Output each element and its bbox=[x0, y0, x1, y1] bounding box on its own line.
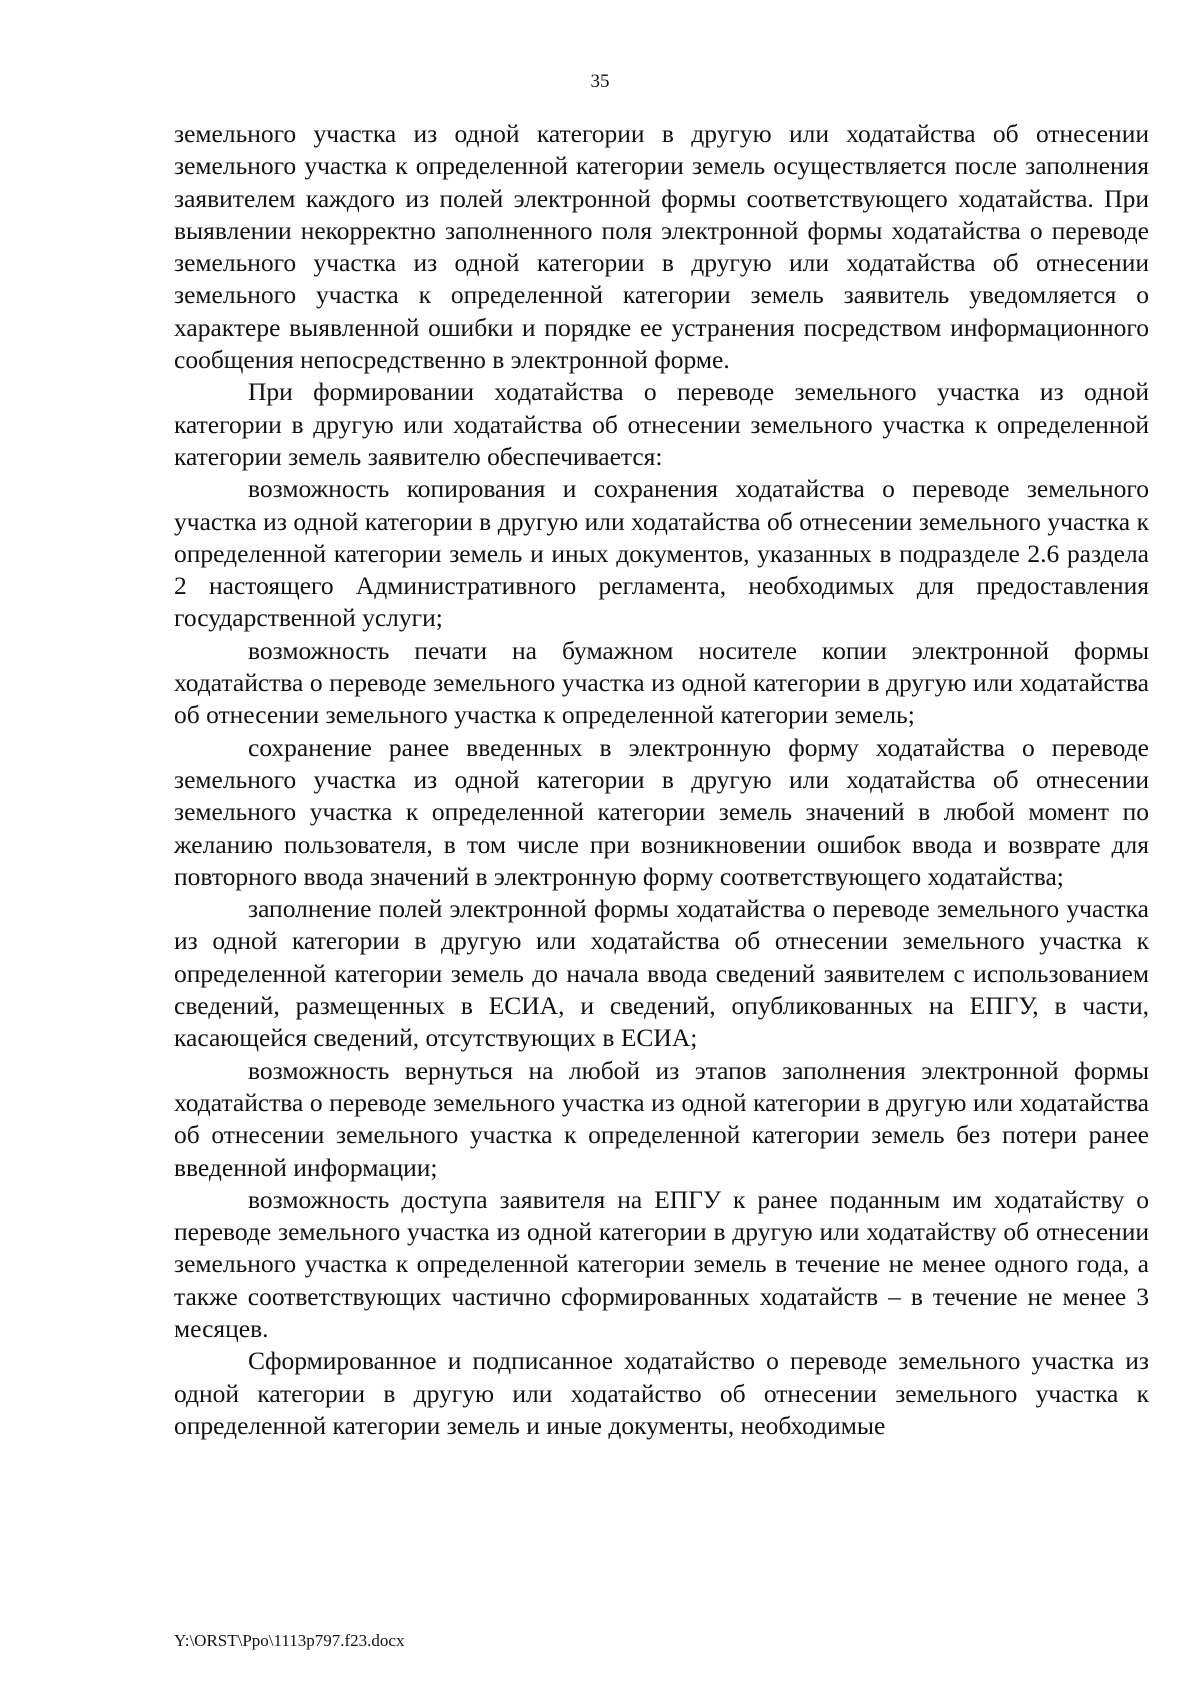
list-item: возможность копирования и сохранения ходатайства о переводе земельного участка из одной категории в другую или ходатайства об отнесении земельного участка к определенной категории земель и иных документов, указанных в подразделе 2.6 раздела 2 настоящего Административного регламента, необходимых для предоставления государственной услуги; bbox=[174, 474, 1149, 633]
paragraph: При формировании ходатайства о переводе земельного участка из одной категории в другую или ходатайства об отнесении земельного участка к определенной категории земель заявителю обеспечивается: bbox=[174, 377, 1149, 471]
page-number: 35 bbox=[590, 71, 610, 92]
paragraph: Сформированное и подписанное ходатайство о переводе земельного участка из одной категории в другую или ходатайство об отнесении земельного участка к определенной категории земель и иные документы, необходимые bbox=[174, 1346, 1149, 1440]
paragraph-continuation: земельного участка из одной категории в другую или ходатайства об отнесении земельного участка к определенной категории земель осуществляется после заполнения заявителем каждого из полей электронной формы соответствующего ходатайства. При выявлении некорректно заполненного поля электронной формы ходатайства о переводе земельного участка из одной категории в другую или ходатайства об отнесении земельного участка к определенной категории земель заявитель уведомляется о характере выявленной ошибки и порядке ее устранения посредством информационного сообщения непосредственно в электронной форме. bbox=[174, 119, 1149, 375]
list-item: возможность вернуться на любой из этапов заполнения электронной формы ходатайства о переводе земельного участка из одной категории в другую или ходатайства об отнесении земельного участка к определенной категории земель без потери ранее введенной информации; bbox=[174, 1055, 1149, 1182]
footer-file-path: Y:\ORST\Ppo\1113p797.f23.docx bbox=[174, 1631, 405, 1650]
list-item: заполнение полей электронной формы ходатайства о переводе земельного участка из одной категории в другую или ходатайства об отнесении земельного участка к определенной категории земель до начала ввода сведений заявителем с использованием сведений, размещенных в ЕСИА, и сведений, опубликованных на ЕПГУ, в части, касающейся сведений, отсутствующих в ЕСИА; bbox=[174, 894, 1149, 1053]
list-item: возможность доступа заявителя на ЕПГУ к ранее поданным им ходатайству о переводе земельного участка из одной категории в другую или ходатайству об отнесении земельного участка к определенной категории земель в течение не менее одного года, а также соответствующих частично сформированных ходатайств – в течение не менее 3 месяцев. bbox=[174, 1184, 1149, 1343]
document-body bbox=[174, 118, 1149, 1442]
list-item: сохранение ранее введенных в электронную форму ходатайства о переводе земельного участка из одной категории в другую или ходатайства об отнесении земельного участка к определенной категории земель значений в любой момент по желанию пользователя, в том числе при возникновении ошибок ввода и возврате для повторного ввода значений в электронную форму соответствующего ходатайства; bbox=[174, 732, 1149, 891]
list-item: возможность печати на бумажном носителе копии электронной формы ходатайства о переводе земельного участка из одной категории в другую или ходатайства об отнесении земельного участка к определенной категории земель; bbox=[174, 635, 1149, 730]
